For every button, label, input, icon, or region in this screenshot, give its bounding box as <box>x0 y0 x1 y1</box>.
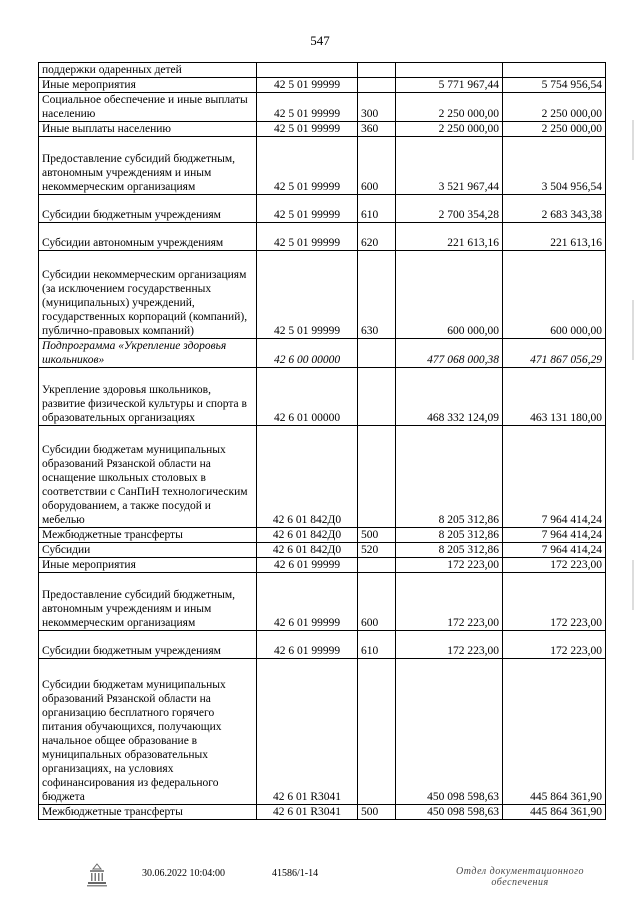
row-name: Субсидии бюджетам муниципальных образований Рязанской области на организацию бесплатного горячего питания обучающихся, получающих начальное общее образование в муниципальных образовательных организациях, на условиях софинансирования из федерального бюджета <box>39 659 257 805</box>
row-expense-type: 600 <box>358 573 396 631</box>
row-amount-2: 600 000,00 <box>503 251 606 339</box>
row-code: 42 5 01 99999 <box>257 223 358 251</box>
row-code: 42 6 01 99999 <box>257 558 358 573</box>
row-name: Субсидии бюджетным учреждениям <box>39 631 257 659</box>
row-amount-2: 172 223,00 <box>503 631 606 659</box>
row-amount-1: 468 332 124,09 <box>396 368 503 426</box>
row-expense-type: 360 <box>358 122 396 137</box>
table-row <box>39 137 606 195</box>
row-amount-1: 600 000,00 <box>396 251 503 339</box>
row-name: Субсидии некоммерческим организациям (за исключением государственных (муниципальных) учреждений, государственных корпораций (компаний), публично-правовых компаний) <box>39 251 257 339</box>
row-code: 42 5 01 99999 <box>257 78 358 93</box>
table-row <box>39 558 606 573</box>
row-expense-type <box>358 339 396 368</box>
table-row <box>39 122 606 137</box>
table-row <box>39 78 606 93</box>
row-name: Предоставление субсидий бюджетным, автономным учреждениям и иным некоммерческим организациям <box>39 573 257 631</box>
row-expense-type: 630 <box>358 251 396 339</box>
row-code: 42 6 01 842Д0 <box>257 543 358 558</box>
row-name: Межбюджетные трансферты <box>39 528 257 543</box>
row-amount-1: 450 098 598,63 <box>396 805 503 820</box>
row-code: 42 6 01 00000 <box>257 368 358 426</box>
row-code: 42 5 01 99999 <box>257 122 358 137</box>
row-code: 42 5 01 99999 <box>257 195 358 223</box>
row-expense-type: 620 <box>358 223 396 251</box>
row-expense-type: 500 <box>358 805 396 820</box>
table-row <box>39 528 606 543</box>
row-name: Субсидии бюджетным учреждениям <box>39 195 257 223</box>
row-expense-type: 610 <box>358 631 396 659</box>
table-row <box>39 195 606 223</box>
table-row <box>39 63 606 78</box>
row-expense-type: 500 <box>358 528 396 543</box>
row-amount-1: 8 205 312,86 <box>396 426 503 528</box>
row-name: Субсидии автономным учреждениям <box>39 223 257 251</box>
row-amount-2: 7 964 414,24 <box>503 543 606 558</box>
row-expense-type <box>358 426 396 528</box>
row-amount-1: 477 068 000,38 <box>396 339 503 368</box>
row-amount-2: 7 964 414,24 <box>503 528 606 543</box>
row-name: Иные мероприятия <box>39 558 257 573</box>
row-code: 42 6 01 99999 <box>257 573 358 631</box>
row-code: 42 6 01 99999 <box>257 631 358 659</box>
footer-department: Отдел документационного обеспечения <box>455 866 585 888</box>
row-name: Предоставление субсидий бюджетным, автономным учреждениям и иным некоммерческим организациям <box>39 137 257 195</box>
row-amount-1: 8 205 312,86 <box>396 528 503 543</box>
row-amount-2: 5 754 956,54 <box>503 78 606 93</box>
table-row <box>39 573 606 631</box>
row-amount-1: 221 613,16 <box>396 223 503 251</box>
row-amount-1: 8 205 312,86 <box>396 543 503 558</box>
row-code: 42 5 01 99999 <box>257 137 358 195</box>
row-name: Субсидии <box>39 543 257 558</box>
table-row <box>39 339 606 368</box>
row-amount-1: 2 700 354,28 <box>396 195 503 223</box>
row-code <box>257 63 358 78</box>
row-amount-1: 172 223,00 <box>396 558 503 573</box>
edge-mark <box>632 120 634 160</box>
row-code: 42 6 00 00000 <box>257 339 358 368</box>
footer <box>0 866 640 896</box>
row-amount-2: 3 504 956,54 <box>503 137 606 195</box>
row-amount-2: 172 223,00 <box>503 558 606 573</box>
row-name: Подпрограмма «Укрепление здоровья школьников» <box>39 339 257 368</box>
row-amount-1 <box>396 63 503 78</box>
row-expense-type <box>358 659 396 805</box>
table-row <box>39 251 606 339</box>
row-expense-type <box>358 63 396 78</box>
table-row <box>39 805 606 820</box>
duma-building-icon <box>86 863 108 887</box>
table-row <box>39 631 606 659</box>
table-row <box>39 543 606 558</box>
row-name: Иные выплаты населению <box>39 122 257 137</box>
row-code: 42 6 01 R3041 <box>257 659 358 805</box>
row-name: Социальное обеспечение и иные выплаты населению <box>39 93 257 122</box>
edge-mark <box>632 560 634 610</box>
row-name: Иные мероприятия <box>39 78 257 93</box>
row-amount-2 <box>503 63 606 78</box>
table-row <box>39 426 606 528</box>
row-code: 42 5 01 99999 <box>257 251 358 339</box>
table-row <box>39 223 606 251</box>
row-amount-2: 463 131 180,00 <box>503 368 606 426</box>
row-amount-1: 5 771 967,44 <box>396 78 503 93</box>
row-amount-1: 2 250 000,00 <box>396 93 503 122</box>
row-expense-type <box>358 78 396 93</box>
footer-doc-number: 41586/1-14 <box>272 868 319 879</box>
row-expense-type: 520 <box>358 543 396 558</box>
row-amount-2: 2 250 000,00 <box>503 122 606 137</box>
row-amount-2: 471 867 056,29 <box>503 339 606 368</box>
row-code: 42 6 01 842Д0 <box>257 426 358 528</box>
row-amount-1: 172 223,00 <box>396 631 503 659</box>
row-code: 42 5 01 99999 <box>257 93 358 122</box>
row-name: Укрепление здоровья школьников, развитие физической культуры и спорта в образовательных организациях <box>39 368 257 426</box>
row-amount-2: 221 613,16 <box>503 223 606 251</box>
row-amount-1: 450 098 598,63 <box>396 659 503 805</box>
row-name: Межбюджетные трансферты <box>39 805 257 820</box>
table-row <box>39 368 606 426</box>
row-expense-type: 600 <box>358 137 396 195</box>
row-amount-2: 2 250 000,00 <box>503 93 606 122</box>
row-amount-2: 2 683 343,38 <box>503 195 606 223</box>
row-expense-type <box>358 368 396 426</box>
row-amount-1: 2 250 000,00 <box>396 122 503 137</box>
table-row <box>39 659 606 805</box>
edge-mark <box>632 300 634 360</box>
row-expense-type: 610 <box>358 195 396 223</box>
row-code: 42 6 01 842Д0 <box>257 528 358 543</box>
row-name: Субсидии бюджетам муниципальных образований Рязанской области на оснащение школьных столовых в соответствии с СанПиН технологическим оборудованием, а также посудой и мебелью <box>39 426 257 528</box>
row-amount-2: 445 864 361,90 <box>503 659 606 805</box>
row-amount-1: 3 521 967,44 <box>396 137 503 195</box>
row-expense-type <box>358 558 396 573</box>
row-amount-2: 445 864 361,90 <box>503 805 606 820</box>
row-name: поддержки одаренных детей <box>39 63 257 78</box>
footer-datetime: 30.06.2022 10:04:00 <box>142 868 226 879</box>
page-number: 547 <box>310 33 330 48</box>
row-code: 42 6 01 R3041 <box>257 805 358 820</box>
row-amount-2: 172 223,00 <box>503 573 606 631</box>
row-expense-type: 300 <box>358 93 396 122</box>
table-row <box>39 93 606 122</box>
row-amount-1: 172 223,00 <box>396 573 503 631</box>
budget-table <box>38 62 606 820</box>
row-amount-2: 7 964 414,24 <box>503 426 606 528</box>
